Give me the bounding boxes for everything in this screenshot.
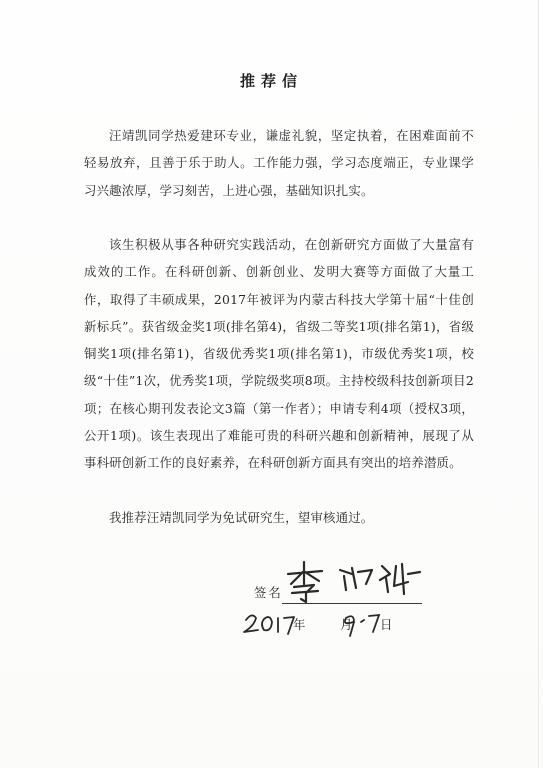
letter-title: 推荐信 xyxy=(239,72,303,90)
date-year-char: 年 xyxy=(293,617,307,632)
signature-line xyxy=(282,603,422,604)
paragraph-recommendation: 我推荐汪靖凯同学为免试研究生，望审核通过。 xyxy=(109,510,374,525)
scan-edge xyxy=(538,0,539,768)
date-month-char: 月 xyxy=(340,617,354,632)
paragraph-research: 该生积极从事各种研究实践活动，在创新研究方面做了大量富有成效的工作。在科研创新、创新创业、发明大赛等方面做了大量工作，取得了丰硕成果，2017年被评为内蒙古科技大学第十届“十佳创新标兵”。获省级金奖1项(排名第4)，省级二等奖1项(排名第1)，省级铜奖1项(排名第1)，省级优秀奖1项(排名第1)，市级优秀奖1项，校级“十佳”1次，优秀奖1项，学院级奖项8项。主持校级科技创新项目2项；在核心期刊发表论文3篇（第一作者）；申请专利4项（授权3项，公开1项)。该生表现出了难能可贵的科研兴趣和创新精神，展现了从事科研创新工作的良好素养，在科研创新方面具有突出的培养潜质。 xyxy=(84,237,474,471)
signature-label: 签名 xyxy=(254,585,283,600)
handwritten-signature xyxy=(282,560,432,606)
paragraph-character: 汪靖凯同学热爱建环专业，谦虚礼貌，坚定执着，在困难面前不轻易放弃，且善于乐于助人。工作能力强，学习态度端正，专业课学习兴趣浓厚，学习刻苦，上进心强，基础知识扎实。 xyxy=(84,128,474,198)
date-day-char: 日 xyxy=(380,617,394,632)
